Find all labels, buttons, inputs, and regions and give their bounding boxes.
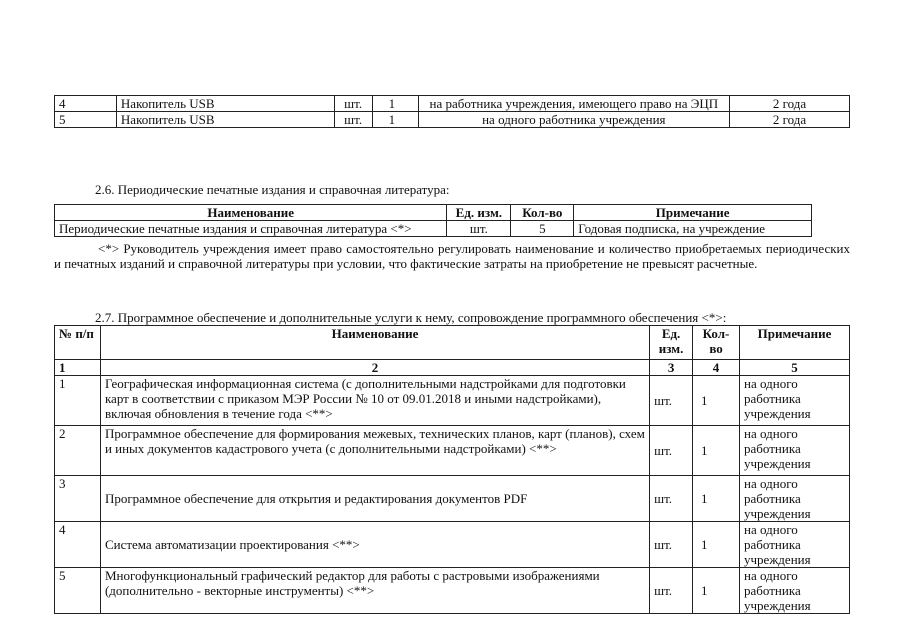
row-number: 4	[55, 96, 117, 112]
column-number: 1	[55, 360, 101, 376]
item-unit: шт.	[447, 221, 511, 237]
item-term: 2 года	[730, 112, 850, 128]
table-row	[55, 522, 850, 568]
header-note: Примечание	[740, 326, 850, 360]
item-note: на одного работника учреждения	[740, 426, 850, 476]
item-note: на одного работника учреждения	[740, 568, 850, 614]
header-qty: Кол-во	[693, 326, 740, 360]
header-num: № п/п	[55, 326, 101, 360]
table-header-row	[55, 326, 850, 360]
software-table	[54, 325, 850, 614]
table-row	[55, 376, 850, 426]
section-2-7-heading: 2.7. Программное обеспечение и дополнительные услуги к нему, сопровождение программного обеспечения <*>:	[95, 310, 727, 325]
item-name: Программное обеспечение для формирования межевых, технических планов, карт (планов), схем и иных документов кадастрового учета (с дополнительными надстройками) <**>	[100, 426, 649, 476]
item-qty: 1	[372, 96, 418, 112]
item-unit: шт.	[650, 426, 693, 476]
item-unit: шт.	[650, 376, 693, 426]
header-unit: Ед. изм.	[650, 326, 693, 360]
item-name: Периодические печатные издания и справочная литература <*>	[55, 221, 447, 237]
item-unit: шт.	[334, 96, 372, 112]
periodicals-table	[54, 204, 812, 237]
item-qty: 1	[693, 426, 740, 476]
item-name: Программное обеспечение для открытия и редактирования документов PDF	[100, 476, 649, 522]
header-note: Примечание	[574, 205, 812, 221]
table-header-row	[55, 205, 812, 221]
item-unit: шт.	[650, 568, 693, 614]
item-note: на одного работника учреждения	[740, 476, 850, 522]
item-note: на одного работника учреждения	[740, 522, 850, 568]
item-note: на работника учреждения, имеющего право на ЭЦП	[418, 96, 730, 112]
item-qty: 1	[693, 522, 740, 568]
item-qty: 5	[511, 221, 574, 237]
row-number: 4	[55, 522, 101, 568]
item-note: Годовая подписка, на учреждение	[574, 221, 812, 237]
header-unit: Ед. изм.	[447, 205, 511, 221]
table-row	[55, 476, 850, 522]
item-name: Накопитель USB	[116, 112, 334, 128]
row-number: 2	[55, 426, 101, 476]
item-name: Многофункциональный графический редактор для работы с растровыми изображениями (дополнительно - векторные инструменты) <**>	[100, 568, 649, 614]
item-qty: 1	[372, 112, 418, 128]
header-qty: Кол-во	[511, 205, 574, 221]
row-number: 5	[55, 112, 117, 128]
item-qty: 1	[693, 568, 740, 614]
table-row	[55, 112, 850, 128]
table-row	[55, 568, 850, 614]
item-qty: 1	[693, 376, 740, 426]
table-row	[55, 221, 812, 237]
item-qty: 1	[693, 476, 740, 522]
row-number: 1	[55, 376, 101, 426]
column-number-row	[55, 360, 850, 376]
header-name: Наименование	[55, 205, 447, 221]
column-number: 4	[693, 360, 740, 376]
item-name: Система автоматизации проектирования <**>	[100, 522, 649, 568]
section-2-6-heading: 2.6. Периодические печатные издания и справочная литература:	[95, 182, 450, 197]
item-note: на одного работника учреждения	[418, 112, 730, 128]
item-unit: шт.	[650, 522, 693, 568]
footnote: <*> Руководитель учреждения имеет право самостоятельно регулировать наименование и количество приобретаемых периодических и печатных изданий и справочной литературы при условии, что фактические затраты на приобретение не превысят расчетные.	[54, 241, 850, 271]
row-number: 3	[55, 476, 101, 522]
table-row	[55, 426, 850, 476]
column-number: 5	[740, 360, 850, 376]
item-term: 2 года	[730, 96, 850, 112]
header-name: Наименование	[100, 326, 649, 360]
item-name: Накопитель USB	[116, 96, 334, 112]
column-number: 3	[650, 360, 693, 376]
item-name: Географическая информационная система (с дополнительными надстройками для подготовки карт в соответствии с приказом МЭР России № 10 от 09.01.2018 и иными надстройками), включая обновления в течение года <**>	[100, 376, 649, 426]
table-row	[55, 96, 850, 112]
storage-devices-table	[54, 95, 850, 128]
column-number: 2	[100, 360, 649, 376]
item-unit: шт.	[334, 112, 372, 128]
row-number: 5	[55, 568, 101, 614]
item-unit: шт.	[650, 476, 693, 522]
item-note: на одного работника учреждения	[740, 376, 850, 426]
